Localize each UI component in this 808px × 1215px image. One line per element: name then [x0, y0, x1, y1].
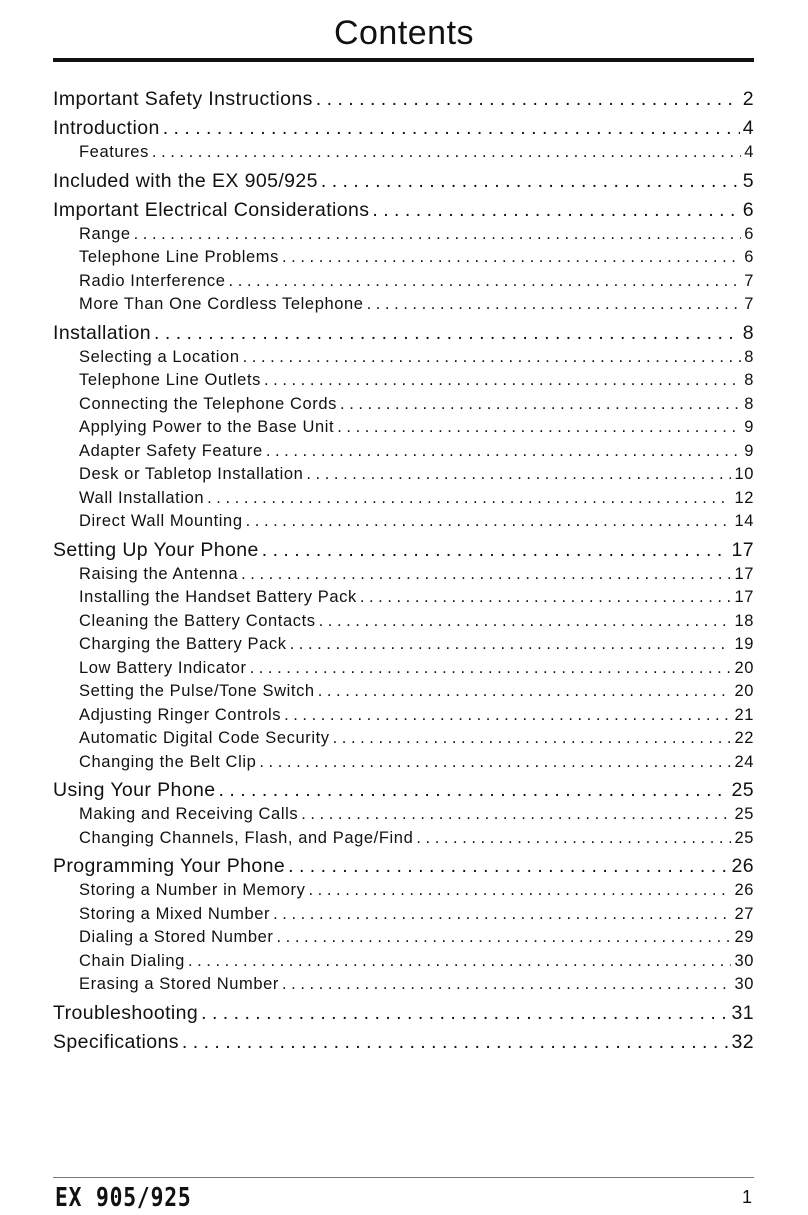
toc-subsection [53, 440, 754, 464]
toc-dot-leader [306, 463, 731, 487]
title-divider [53, 58, 754, 62]
toc-dot-leader [273, 903, 731, 927]
toc-dot-leader [259, 751, 731, 775]
toc-dot-leader [340, 393, 741, 417]
toc-entry-label: Specifications [53, 1030, 179, 1053]
toc-entry-page: 7 [744, 295, 754, 313]
toc-entry-page: 6 [744, 248, 754, 266]
toc-dot-leader [367, 293, 742, 317]
toc-entry-page: 8 [742, 321, 754, 344]
toc-dot-leader [290, 633, 732, 657]
toc-section [53, 115, 754, 141]
toc-dot-leader [246, 510, 732, 534]
toc-entry-label: Installation [53, 321, 152, 344]
toc-dot-leader [182, 1029, 729, 1055]
toc-entry-page: 19 [734, 635, 754, 653]
toc-section [53, 320, 754, 346]
toc-subsection [53, 657, 754, 681]
toc-dot-leader [262, 537, 729, 563]
toc-dot-leader [288, 853, 728, 879]
toc-section [53, 537, 754, 563]
toc-subsection [53, 223, 754, 247]
toc-subsection [53, 704, 754, 728]
toc-entry-page: 20 [734, 682, 754, 700]
toc-dot-leader [309, 879, 732, 903]
toc-entry-page: 32 [731, 1030, 754, 1053]
toc-entry-page: 26 [734, 881, 754, 899]
toc-dot-leader [321, 168, 740, 194]
toc-entry-label: Selecting a Location [79, 347, 240, 366]
toc-dot-leader [207, 487, 731, 511]
toc-subsection [53, 293, 754, 317]
toc-section [53, 777, 754, 803]
toc-section [53, 86, 754, 112]
toc-subsection [53, 510, 754, 534]
toc-dot-leader [360, 586, 732, 610]
toc-entry-label: Applying Power to the Base Unit [79, 418, 335, 436]
footer-model-logo: EX 905/925 [55, 1183, 192, 1213]
toc-entry-label: Cleaning the Battery Contacts [79, 611, 316, 630]
toc-dot-leader [229, 270, 742, 294]
toc-subsection [53, 487, 754, 511]
toc-entry-label: Erasing a Stored Number [79, 975, 279, 993]
toc-entry-page: 6 [742, 198, 754, 221]
toc-section [53, 1029, 754, 1055]
toc-entry-page: 4 [742, 117, 754, 139]
toc-entry-page: 8 [744, 347, 754, 366]
toc-entry-page: 14 [734, 512, 754, 530]
toc-entry-label: Dialing a Stored Number [79, 928, 274, 946]
toc-subsection [53, 950, 754, 974]
toc-dot-leader [416, 827, 731, 851]
toc-entry-label: Radio Interference [79, 271, 226, 290]
toc-entry-label: Storing a Number in Memory [79, 881, 306, 899]
toc-entry-page: 31 [731, 1001, 754, 1024]
toc-entry-page: 25 [734, 805, 754, 823]
toc-entry-page: 17 [734, 588, 754, 606]
toc-subsection [53, 751, 754, 775]
toc-entry-page: 17 [734, 564, 754, 583]
toc-subsection [53, 246, 754, 270]
toc-entry-page: 9 [744, 418, 754, 436]
toc-entry-label: Adapter Safety Feature [79, 441, 263, 460]
toc-entry-page: 29 [734, 928, 754, 946]
toc-dot-leader [284, 704, 731, 728]
toc-entry-label: Telephone Line Problems [79, 248, 280, 266]
toc-entry-page: 26 [731, 855, 754, 877]
toc-entry-label: Direct Wall Mounting [79, 512, 243, 530]
toc-entry-label: Important Safety Instructions [53, 88, 313, 110]
toc-dot-leader [241, 563, 731, 587]
toc-entry-page: 9 [744, 441, 754, 460]
toc-entry-label: Troubleshooting [53, 1001, 199, 1024]
toc-entry-page: 25 [734, 828, 754, 847]
toc-entry-label: Raising the Antenna [79, 564, 239, 583]
toc-entry-page: 2 [742, 88, 754, 110]
toc-entry-label: Introduction [53, 117, 160, 139]
toc-dot-leader [134, 223, 742, 247]
table-of-contents [53, 86, 754, 1055]
toc-section [53, 197, 754, 223]
toc-entry-label: Low Battery Indicator [79, 658, 247, 677]
toc-entry-page: 22 [734, 729, 754, 747]
toc-entry-page: 30 [734, 975, 754, 993]
toc-dot-leader [163, 115, 740, 141]
toc-entry-label: Storing a Mixed Number [79, 904, 271, 923]
toc-entry-label: Automatic Digital Code Security [79, 729, 330, 747]
toc-entry-label: Changing the Belt Clip [79, 752, 257, 771]
toc-entry-page: 21 [734, 705, 754, 724]
toc-entry-page: 30 [734, 951, 754, 970]
toc-entry-label: Wall Installation [79, 488, 205, 507]
toc-subsection [53, 903, 754, 927]
toc-subsection [53, 369, 754, 393]
toc-subsection [53, 563, 754, 587]
toc-entry-page: 25 [731, 779, 754, 801]
toc-dot-leader [264, 369, 741, 393]
toc-entry-page: 4 [744, 143, 754, 161]
toc-entry-label: Adjusting Ringer Controls [79, 705, 282, 724]
toc-dot-leader [266, 440, 741, 464]
toc-section [53, 168, 754, 194]
toc-subsection [53, 633, 754, 657]
toc-section [53, 853, 754, 879]
toc-entry-label: Included with the EX 905/925 [53, 169, 318, 192]
toc-entry-page: 5 [742, 169, 754, 192]
toc-entry-label: Setting the Pulse/Tone Switch [79, 682, 315, 700]
toc-dot-leader [333, 727, 732, 751]
toc-entry-label: Telephone Line Outlets [79, 371, 261, 389]
toc-entry-label: Programming Your Phone [53, 855, 286, 877]
toc-subsection [53, 926, 754, 950]
toc-entry-label: Changing Channels, Flash, and Page/Find [79, 828, 414, 847]
footer-divider [53, 1177, 754, 1178]
toc-entry-label: Charging the Battery Pack [79, 635, 287, 653]
toc-entry-label: Connecting the Telephone Cords [79, 394, 338, 413]
toc-entry-page: 27 [734, 904, 754, 923]
toc-dot-leader [154, 320, 740, 346]
toc-entry-label: Chain Dialing [79, 951, 185, 970]
toc-entry-page: 18 [734, 611, 754, 630]
toc-subsection [53, 827, 754, 851]
toc-entry-label: Range [79, 224, 131, 243]
toc-entry-label: Features [79, 143, 149, 161]
toc-dot-leader [243, 346, 742, 370]
toc-dot-leader [276, 926, 731, 950]
toc-subsection [53, 803, 754, 827]
toc-entry-page: 24 [734, 752, 754, 771]
toc-dot-leader [316, 86, 740, 112]
toc-dot-leader [301, 803, 731, 827]
toc-entry-label: Making and Receiving Calls [79, 805, 299, 823]
toc-subsection [53, 346, 754, 370]
toc-section [53, 1000, 754, 1026]
toc-dot-leader [152, 141, 741, 165]
toc-entry-label: More Than One Cordless Telephone [79, 295, 364, 313]
toc-dot-leader [282, 246, 741, 270]
toc-subsection [53, 680, 754, 704]
toc-subsection [53, 416, 754, 440]
toc-entry-label: Setting Up Your Phone [53, 538, 259, 561]
toc-dot-leader [219, 777, 729, 803]
page-title: Contents [333, 14, 475, 52]
toc-subsection [53, 463, 754, 487]
toc-subsection [53, 393, 754, 417]
toc-entry-page: 7 [744, 271, 754, 290]
toc-dot-leader [372, 197, 739, 223]
toc-dot-leader [337, 416, 741, 440]
toc-subsection [53, 973, 754, 997]
toc-entry-page: 8 [744, 371, 754, 389]
toc-dot-leader [188, 950, 731, 974]
toc-subsection [53, 141, 754, 165]
toc-entry-page: 17 [731, 538, 754, 561]
toc-entry-page: 6 [744, 224, 754, 243]
toc-subsection [53, 727, 754, 751]
toc-dot-leader [250, 657, 732, 681]
toc-entry-label: Important Electrical Considerations [53, 198, 370, 221]
toc-dot-leader [282, 973, 731, 997]
footer-page-number: 1 [741, 1187, 752, 1207]
toc-entry-page: 8 [744, 394, 754, 413]
toc-entry-page: 10 [734, 465, 754, 483]
toc-subsection [53, 586, 754, 610]
toc-entry-page: 20 [734, 658, 754, 677]
toc-dot-leader [319, 610, 732, 634]
toc-dot-leader [318, 680, 732, 704]
toc-dot-leader [201, 1000, 728, 1026]
toc-entry-page: 12 [734, 488, 754, 507]
toc-entry-label: Using Your Phone [53, 779, 216, 801]
toc-entry-label: Desk or Tabletop Installation [79, 465, 304, 483]
toc-entry-label: Installing the Handset Battery Pack [79, 588, 357, 606]
toc-subsection [53, 270, 754, 294]
toc-subsection [53, 610, 754, 634]
toc-subsection [53, 879, 754, 903]
